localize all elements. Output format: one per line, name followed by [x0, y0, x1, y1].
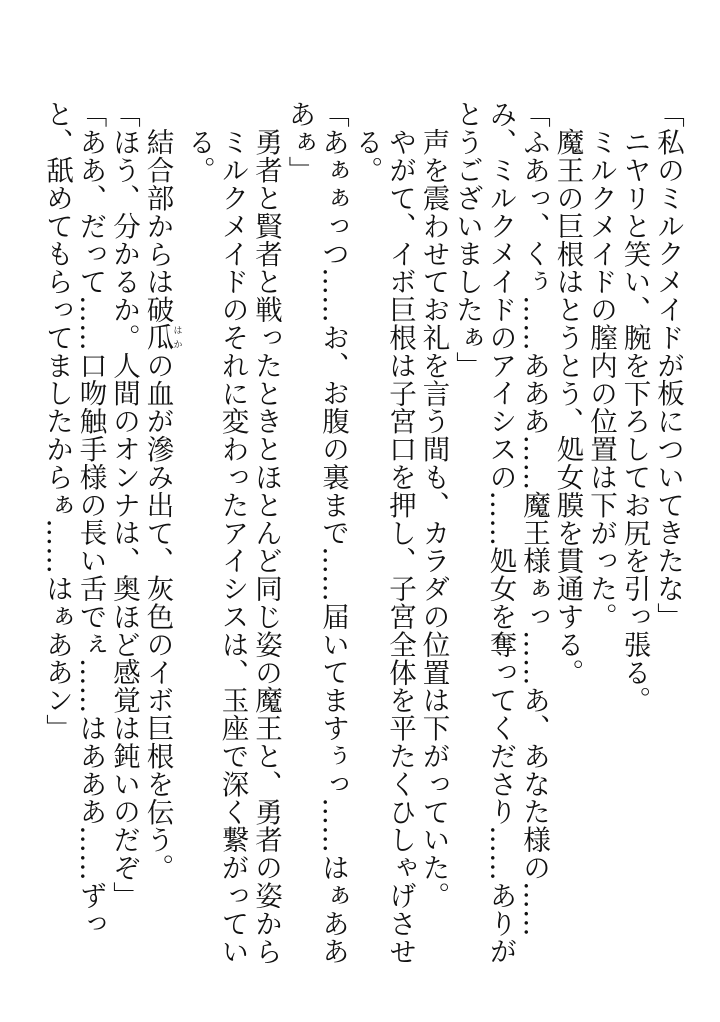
line-1: 「私のミルクメイドが板についてきたな」 — [652, 100, 684, 631]
ruby-base: 瓜 — [141, 322, 174, 351]
line-10-after: の血が滲み出て、灰色のイボ巨根を伝う。 — [141, 350, 174, 881]
furigana-ruby — [141, 322, 182, 351]
line-7: やがて、イボ巨根は子宮口を押し、子宮全体を平たくひしゃげさせる。 — [350, 127, 416, 965]
line-2: ニヤリと笑い、腕を下ろしてお尻を引っ張る。 — [618, 127, 651, 714]
line-3: ミルクメイドの膣内の位置は下がった。 — [585, 127, 617, 630]
line-6: 声を震わせてお礼を言う間も、カラダの位置は下がっていた。 — [417, 127, 450, 909]
line-12: 「ああ、だって……口吻触手様の長い舌でぇ……はあああ……ずっと、舐めてもらってましたからぁ……はぁああン」 — [41, 100, 107, 937]
ruby-reading: はか — [171, 322, 182, 351]
line-4: 魔王の巨根はとうとう、処女膜を貫通する。 — [551, 127, 584, 686]
line-10 — [140, 100, 182, 980]
line-5: 「ふあっ、くぅ……あああ……魔王様ぁっ……あ、あなた様の……み、ミルクメイドのアイシスの……処女を奪ってくださり……ありがとうございましたぁ」 — [451, 100, 550, 965]
line-9: 勇者と賢者と戦ったときとほとんど同じ姿の魔王と、勇者の姿からミルクメイドのそれに変わったアイシスは、玉座で深く繋がっている。 — [183, 127, 282, 965]
vertical-text-body — [24, 100, 684, 980]
line-8: 「あぁぁっつ……お、お腹の裏まで……届いてますぅっ……はぁあああぁ」 — [283, 100, 349, 965]
line-11: 「ほう、分かるか。人間のオンナは、奥ほど感覚は鈍いのだぞ」 — [108, 100, 140, 910]
line-10-before: 結合部からは破 — [141, 127, 174, 323]
